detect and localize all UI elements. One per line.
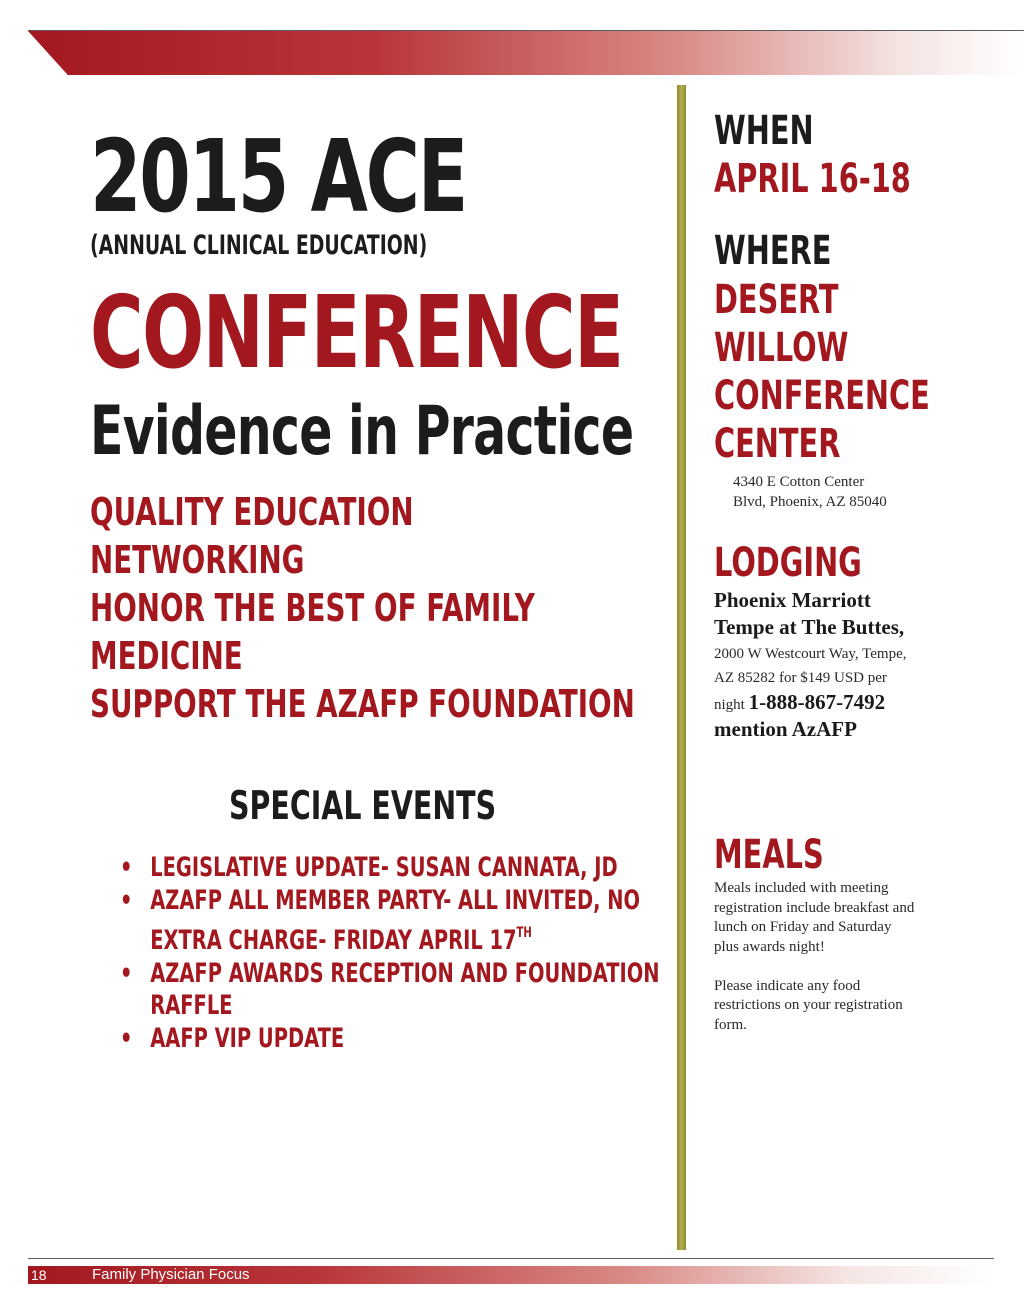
venue-address (733, 473, 887, 512)
top-banner (28, 31, 1024, 75)
event-item-text: RAFFLE (150, 990, 233, 1021)
publication-name: Family Physician Focus (92, 1266, 250, 1283)
event-item-text: EXTRA CHARGE- FRIDAY APRIL 17 (150, 925, 517, 956)
benefit-item: HONOR THE BEST OF FAMILY (90, 586, 535, 630)
event-item-text: AZAFP ALL MEMBER PARTY- ALL INVITED, NO (150, 884, 641, 916)
venue-line: WILLOW (714, 325, 849, 371)
conference-heading: CONFERENCE (90, 274, 623, 391)
event-item (120, 958, 660, 991)
event-item (120, 885, 660, 918)
address-line: 4340 E Cotton Center (733, 474, 865, 490)
meals-details (714, 879, 919, 1055)
venue-name (714, 276, 930, 468)
ordinal-suffix: TH (516, 925, 532, 941)
benefit-item: NETWORKING (90, 538, 305, 582)
benefits-list (90, 488, 635, 728)
venue-line: CONFERENCE (714, 373, 930, 419)
column-divider (677, 85, 686, 1250)
benefit-item: QUALITY EDUCATION (90, 490, 414, 534)
page-number: 18 (31, 1267, 47, 1283)
event-year-title: 2015 ACE (90, 118, 467, 235)
lodging-label: LODGING (714, 540, 862, 586)
event-item-text: LEGISLATIVE UPDATE- SUSAN CANNATA, JD (150, 852, 618, 883)
lodging-address: 2000 W Westcourt Way, Tempe, AZ 85282 for $149 USD per night (714, 646, 907, 713)
meals-paragraph: Please indicate any food restrictions on your registration form. (714, 977, 903, 1033)
venue-line: DESERT (714, 277, 839, 323)
meals-paragraph: Meals included with meeting registration include breakfast and lunch on Friday and Saturday plus awards night! (714, 880, 915, 955)
lodging-hotel: Phoenix Marriott Tempe at The Buttes, (714, 588, 905, 639)
venue-line: CENTER (714, 421, 841, 467)
event-item (120, 1023, 660, 1056)
event-subtitle: (ANNUAL CLINICAL EDUCATION) (90, 230, 428, 261)
bottom-rule (28, 1258, 994, 1259)
event-item-text: AZAFP AWARDS RECEPTION AND FOUNDATION (150, 957, 660, 989)
when-label: WHEN (714, 108, 814, 154)
address-line: Blvd, Phoenix, AZ 85040 (733, 493, 887, 510)
meals-label: MEALS (714, 832, 824, 878)
when-value: APRIL 16-18 (714, 156, 911, 202)
tagline: Evidence in Practice (90, 392, 634, 471)
event-item (120, 852, 660, 885)
where-label: WHERE (714, 228, 832, 274)
lodging-details (714, 588, 919, 744)
top-rule (28, 30, 1024, 31)
benefit-item: MEDICINE (90, 634, 243, 678)
event-item-continuation (120, 990, 660, 1023)
event-item-text: AAFP VIP UPDATE (150, 1022, 345, 1054)
special-events-list (120, 852, 660, 1055)
benefit-item: SUPPORT THE AZAFP FOUNDATION (90, 682, 635, 726)
lodging-phone: 1-888-867-7492 mention AzAFP (714, 690, 886, 741)
event-item-continuation (120, 917, 660, 958)
special-events-title: SPECIAL EVENTS (229, 784, 497, 829)
